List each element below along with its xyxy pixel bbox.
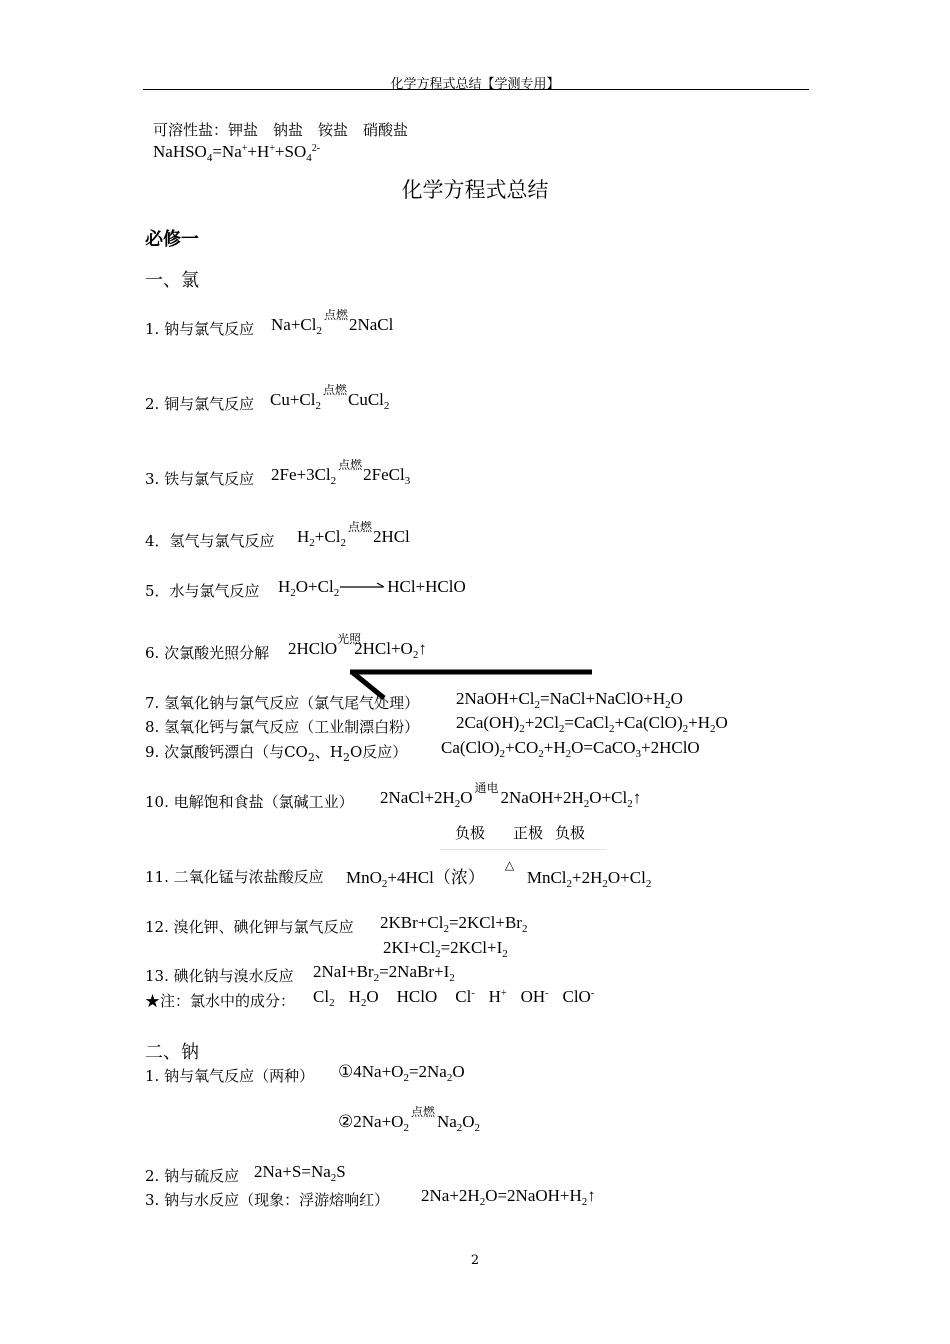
reaction-equation: $H_2+Cl_2$ 点燃 2HCl [297, 520, 410, 549]
page-header-title: 化学方程式总结【学测专用】 [390, 77, 560, 92]
condition-ignite: 点燃 [323, 383, 348, 397]
chlorine-water-components: $Cl_2$ $H_2O$ HClO Cl- H+ OH- ClO- [313, 987, 595, 1009]
page-number: 2 [470, 1253, 480, 1268]
electrode-note-cathode: 负极 [455, 824, 486, 842]
reaction-equation: $2KBr+Cl_2=2KCl+Br_2$ [380, 913, 528, 935]
reaction-label: 10. 电解饱和食盐（氯碱工业） [145, 793, 354, 811]
reaction-equation: $②2Na+O_2$ 点燃 $Na_2O_2$ [338, 1105, 481, 1134]
reaction-label: 6. 次氯酸光照分解 [145, 644, 270, 662]
reaction-equation: $2Na+S=Na_2S$ [254, 1162, 346, 1184]
reaction-label: 1. 钠与氯气反应 [145, 320, 255, 338]
reaction-equation: $①4Na+O_2=2Na_2O$ [338, 1062, 465, 1084]
reaction-equation: $2NaI+Br_2=2NaBr+I_2$ [313, 962, 455, 984]
gas-up-arrow-icon: ↑ [418, 639, 427, 658]
chlorine-water-note-label: ★注：氯水中的成分： [145, 992, 296, 1010]
gas-up-arrow-icon: ↑ [587, 1186, 596, 1205]
section-chlorine: 一、氯 [145, 270, 199, 291]
reaction-equation: $2Ca(OH)_2+2Cl_2=CaCl_2+Ca(ClO)_2+H_2O$ [456, 713, 728, 735]
electrode-note-cathode: 负极 [555, 824, 586, 842]
section-required-one: 必修一 [145, 229, 199, 250]
reaction-label: 1. 钠与氧气反应（两种） [145, 1067, 315, 1085]
reaction-label: 8. 氢氧化钙与氯气反应（工业制漂白粉） [145, 718, 420, 736]
reaction-label: 4．氢气与氯气反应 [145, 532, 275, 550]
reaction-label: 12. 溴化钾、碘化钾与氯气反应 [145, 918, 354, 936]
reaction-label: 3. 钠与水反应（现象：浮游熔响红） [145, 1191, 390, 1209]
document-title: 化学方程式总结 [401, 178, 549, 202]
reaction-label: 9. 次氯酸钙漂白（与$CO_2$、$H_2O$反应） [145, 743, 408, 764]
gas-up-arrow-icon: ↑ [632, 788, 642, 807]
reaction-label: 11. 二氧化锰与浓盐酸反应 [145, 868, 324, 886]
reaction-equation: $2NaOH+Cl_2=NaCl+NaClO+H_2O$ [456, 689, 683, 711]
reaction-label: 2. 铜与氯气反应 [145, 395, 255, 413]
reaction-label: 3. 铁与氯气反应 [145, 470, 255, 488]
reaction-label: 5．水与氯气反应 [145, 582, 260, 600]
condition-heat-icon: △ [504, 858, 515, 872]
reaction-label: 7. 氢氧化钠与氯气反应（氯气尾气处理） [145, 694, 420, 712]
section-sodium: 二、钠 [145, 1042, 199, 1063]
reaction-label: 13. 碘化钠与溴水反应 [145, 967, 294, 985]
reaction-equation: $2NaCl+2H_2O$ 通电 $2NaOH+2H_2O+Cl_2↑$ [380, 781, 642, 810]
reaction-equation: $Ca(ClO)_2+CO_2+H_2O=CaCO_3+2HClO$ [441, 738, 700, 760]
condition-ignite: 点燃 [338, 458, 363, 472]
soluble-salts-note: 可溶性盐：钾盐 钠盐 铵盐 硝酸盐 [153, 121, 409, 139]
reaction-equation: $2KI+Cl_2=2KCl+I_2$ [383, 938, 508, 960]
reaction-arrow-icon [339, 581, 387, 591]
nahso4-equation: $NaHSO_4=Na^++H^++SO_4^{2-}$ [153, 142, 321, 164]
condition-ignite: 点燃 [347, 520, 372, 534]
reaction-equation: MnO$_2$+4HCl（浓） △ $MnCl_2+2H_2O+Cl_2$ [346, 858, 652, 890]
reaction-equation: $H_2O+Cl_2$ HCl+HClO [278, 577, 466, 599]
condition-ignite: 点燃 [323, 308, 348, 322]
reaction-equation: $Na+Cl_2$ 点燃 2NaCl [271, 308, 394, 337]
reaction-label: 2. 钠与硫反应 [145, 1167, 240, 1185]
reaction-equation: $2Fe+3Cl_2$ 点燃 2FeCl$_3$ [271, 458, 411, 487]
condition-ignite: 点燃 [410, 1105, 435, 1119]
electrode-note-anode: 正极 [513, 824, 544, 842]
condition-electrolysis: 通电 [474, 781, 499, 795]
reaction-equation: $2Na+2H_2O=2NaOH+H_2↑$ [421, 1186, 596, 1208]
condition-light: 光照 [337, 632, 362, 646]
reaction-equation: $Cu+Cl_2$ 点燃 CuCl$_2$ [270, 383, 390, 412]
header-rule [143, 89, 809, 90]
reaction-equation: 2HClO 光照 $2HCl+O_2↑$ [288, 632, 427, 661]
faint-divider [440, 849, 606, 850]
